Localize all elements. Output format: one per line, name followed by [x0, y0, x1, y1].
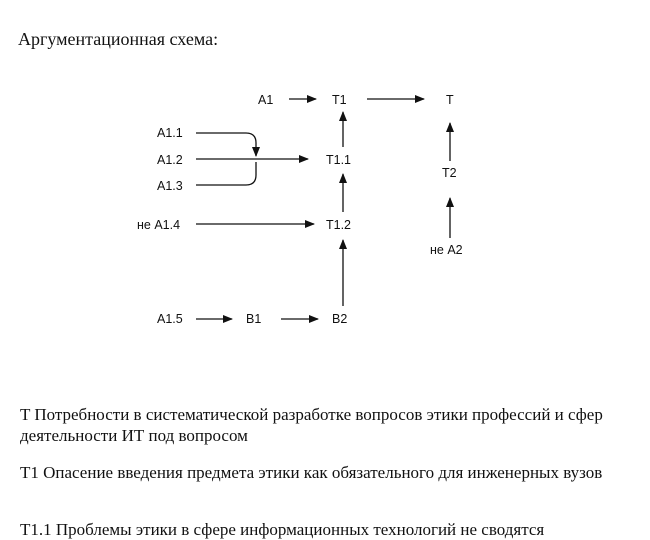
node-t1-2: T1.2: [326, 218, 352, 232]
arrow-a1-3-merge: [196, 162, 256, 185]
node-ne-a1-4: не A1.4: [137, 218, 181, 232]
node-a1-1: A1.1: [157, 126, 183, 140]
definition-t1: T1 Опасение введения предмета этики как обязательного для инженерных вузов: [20, 463, 603, 482]
arrow-a1-1-merge: [196, 133, 256, 156]
page-heading: Аргументационная схема:: [18, 29, 219, 49]
node-t: T: [446, 93, 454, 107]
node-b2: B2: [332, 312, 348, 326]
definition-t: T Потребности в систематической разработке вопросов этики профессий и сфер деятельности ИТ под вопросом: [20, 405, 603, 445]
node-b1: B1: [246, 312, 262, 326]
node-a1-5: A1.5: [157, 312, 183, 326]
node-t2: T2: [442, 166, 457, 180]
definition-t1-1: T1.1 Проблемы этики в сфере информационных технологий не сводятся: [20, 520, 545, 539]
node-t1-1: T1.1: [326, 153, 352, 167]
node-a1: A1: [258, 93, 274, 107]
node-a1-2: A1.2: [157, 153, 183, 167]
node-ne-a2: не A2: [430, 243, 463, 257]
node-a1-3: A1.3: [157, 179, 183, 193]
node-t1: T1: [332, 93, 347, 107]
